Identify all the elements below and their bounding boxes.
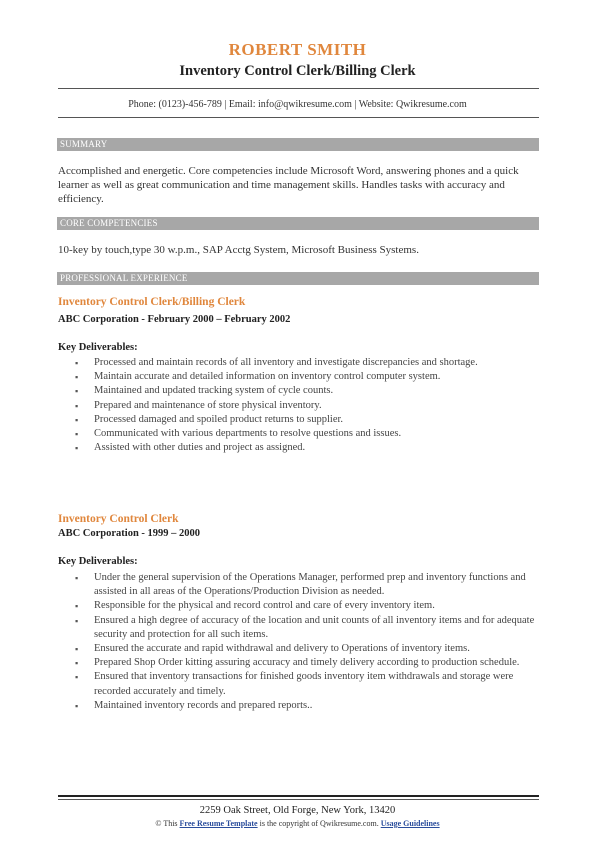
bullet-icon: ▪ [75,358,79,368]
bullet-icon: ▪ [75,615,79,626]
job-title: Inventory Control Clerk/Billing Clerk [58,296,246,308]
footer-divider-thick [58,795,539,797]
bullet-icon: ▪ [75,672,79,683]
bullet-icon: ▪ [75,400,79,411]
bullet-icon: ▪ [75,372,79,383]
list-item: ▪ Ensured that inventory transactions for finished goods inventory item withdrawals and storage were recorded accurately and timely. [75,671,514,697]
list-item: ▪ Maintained and updated tracking system of cycle counts. [58,384,540,398]
bullet-icon: ▪ [75,443,79,454]
candidate-name: ROBERT SMITH [228,40,367,59]
section-heading-competencies: CORE COMPETENCIES [57,217,539,230]
bullet-icon: ▪ [75,658,79,669]
job-company: ABC Corporation - 1999 – 2000 [58,528,201,539]
header-divider-top [58,88,539,89]
list-item: ▪ Under the general supervision of the Operations Manager, performed prep and inventory functions and assisted in all areas of the Operations/Production Division as needed. [75,572,526,598]
list-item: ▪ Processed damaged and spoiled product returns to supplier. [58,413,540,427]
list-item: ▪ Processed and maintain records of all inventory and investigate discrepancies and shortage. [58,356,540,370]
key-deliverables-label: Key Deliverables: [58,342,138,353]
footer-copyright [0,819,595,828]
free-resume-template-link[interactable]: Free Resume Template [179,819,258,828]
list-item: ▪ Assisted with other duties and project as assigned. [58,441,540,455]
summary-text: Accomplished and energetic. Core competencies include Microsoft Word, answering phones and a quick learner as well as great communication and time management skills. Handles tasks with accuracy and efficiency. [58,165,519,206]
job-bullet-list [58,571,540,713]
copyright-prefix: © This [155,819,178,828]
header-divider-bottom [58,117,539,118]
list-item: ▪ Communicated with various departments to resolve questions and issues. [58,427,540,441]
list-item: ▪ Maintain accurate and detailed information on inventory control computer system. [58,370,540,384]
usage-guidelines-link[interactable]: Usage Guidelines [380,819,440,828]
copyright-middle: is the copyright of Qwikresume.com. [259,819,379,828]
list-item: ▪ Ensured a high degree of accuracy of the location and unit counts of all inventory items and for adequate security and protection for all such items. [75,614,535,640]
list-item: ▪ Ensured the accurate and rapid withdrawal and delivery to Operations of inventory items. [58,642,540,656]
bullet-icon: ▪ [75,429,79,440]
bullet-icon: ▪ [75,700,79,711]
competencies-text: 10-key by touch,type 30 w.p.m., SAP Acctg System, Microsoft Business Systems. [58,244,419,256]
footer-address: 2259 Oak Street, Old Forge, New York, 13420 [199,805,396,816]
job-company: ABC Corporation - February 2000 – February 2002 [58,314,291,325]
section-heading-experience: PROFESSIONAL EXPERIENCE [57,272,539,285]
list-item: ▪ Responsible for the physical and record control and care of every inventory item. [58,599,540,613]
bullet-icon: ▪ [75,414,79,425]
footer-divider-thin [58,799,539,800]
bullet-icon: ▪ [75,386,79,397]
bullet-icon: ▪ [75,573,79,583]
job-title: Inventory Control Clerk [58,513,179,525]
list-item: ▪ Maintained inventory records and prepared reports.. [58,699,540,713]
section-heading-summary: SUMMARY [57,138,539,151]
bullet-icon: ▪ [75,601,79,612]
list-item: ▪ Prepared Shop Order kitting assuring accuracy and timely delivery according to production schedule. [58,656,540,670]
job-bullet-list [58,356,540,455]
candidate-title: Inventory Control Clerk/Billing Clerk [179,63,416,79]
contact-line: Phone: (0123)-456-789 | Email: info@qwikresume.com | Website: Qwikresume.com [128,99,467,110]
list-item: ▪ Prepared and maintenance of store physical inventory. [58,399,540,413]
bullet-icon: ▪ [75,644,79,655]
key-deliverables-label: Key Deliverables: [58,556,138,567]
